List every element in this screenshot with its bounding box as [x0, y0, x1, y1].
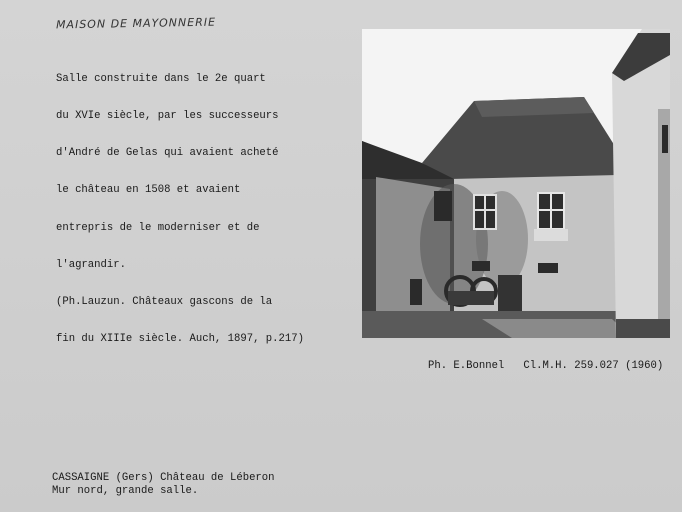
caption-line: du XVIe siècle, par les successeurs [56, 110, 279, 123]
location-footer [52, 472, 275, 497]
small-window [472, 261, 490, 271]
location-subtitle: Mur nord, grande salle. [52, 484, 199, 497]
door [410, 279, 422, 305]
caption-line: d'André de Gelas qui avaient acheté [56, 147, 279, 160]
caption-line: l'agrandir. [56, 258, 126, 271]
photo-credit [428, 360, 663, 372]
caption-line: le château en 1508 et avaient [56, 184, 241, 197]
tower-window [662, 125, 668, 153]
classification-number: Cl.M.H. 259.027 (1960) [523, 360, 664, 372]
tower-base [616, 319, 670, 338]
handwritten-note: MAISON DE MAYONNERIE [55, 15, 217, 32]
door [498, 275, 522, 313]
window-sill [534, 229, 568, 241]
photographer: Ph. E.Bonnel [428, 360, 505, 372]
caption-line: fin du XIIIe siècle. Auch, 1897, p.217) [56, 333, 304, 346]
caption-line: Salle construite dans le 2e quart [56, 72, 266, 85]
building-photograph [362, 29, 670, 338]
description-caption [56, 48, 304, 371]
photo-illustration [362, 29, 670, 338]
location-title: CASSAIGNE (Gers) Château de Léberon [52, 472, 275, 484]
caption-line: (Ph.Lauzun. Châteaux gascons de la [56, 296, 273, 309]
small-window [538, 263, 558, 273]
cart-body [448, 291, 494, 305]
window [434, 191, 452, 221]
caption-line: entrepris de le moderniser et de [56, 221, 260, 234]
